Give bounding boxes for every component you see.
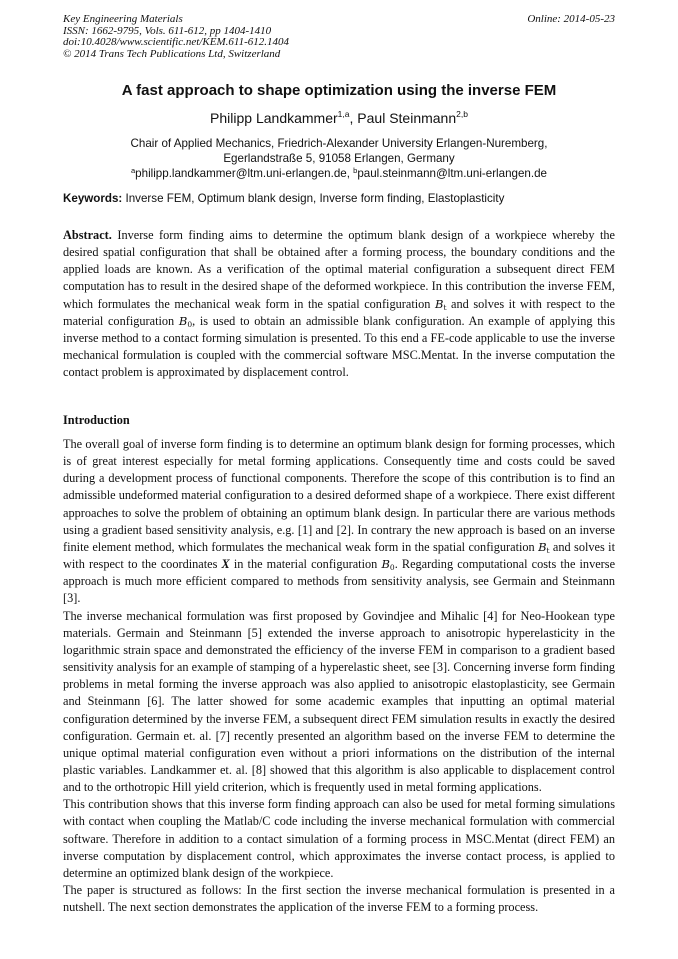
keywords-label: Keywords: — [63, 192, 123, 205]
journal-name: Key Engineering Materials — [63, 13, 183, 25]
author-list: Philipp Landkammer$^{1,a}$, Paul Steinmann$^{2,b}$ — [210, 109, 468, 126]
abstract — [63, 227, 615, 381]
math-symbol: Bt — [538, 539, 550, 555]
math-symbol: B0 — [381, 557, 395, 573]
abstract-text: and solves it with respect to the material configuration — [63, 296, 615, 328]
math-symbol: B0 — [178, 313, 193, 329]
paper-title: A fast approach to shape optimization using the inverse FEM — [121, 82, 557, 99]
journal-doi[interactable]: doi:10.4028/www.scientific.net/KEM.611-612.1404 — [63, 36, 289, 49]
author-name: Paul Steinmann — [357, 110, 457, 126]
email-link[interactable]: paul.steinmann@ltm.uni-erlangen.de — [357, 167, 547, 180]
abstract-label: Abstract. — [63, 228, 112, 242]
keywords — [63, 191, 619, 206]
math-symbol: X — [221, 557, 230, 572]
paragraph: The overall goal of inverse form finding is to determine an optimum blank design for forming processes, which is of great interest especially for metal forming applications. Consequently time and costs could be saved during a development process of functional components. Therefore the scope of this contribution is to find an admissible undeformed material configuration to a desired deformed shape of a workpiece. There exist different approaches to solve the problem of obtaining an optimum blank design. In particular there are various methods using a gradient based sensitivity analysis, e.g. [1] and [2]. In contrary the new approach is based on an inverse finite element method, which formulates the mechanical weak form in the spatial configuration Bt and solves it with respect to the coordinates X in the material configuration B0. Regarding computational costs the inverse approach is much more efficient compared to methods from sensitivity analysis, see Germain and Steinmann [3]. — [63, 437, 616, 606]
abstract-text: Inverse form finding aims to determine the optimum blank design of a workpiece whereby the desired spatial configuration that shall be obtained after a forming process, the boundary conditions and the applied loads are known. As a verification of the optimal material configuration a subsequent direct FEM computation has to result in the desired shape of the deformed workpiece. In this contribution the inverse FEM, which formulates the mechanical weak form in the spatial configuration — [63, 228, 615, 311]
math-symbol: Bt — [435, 296, 447, 312]
affiliation-line: Chair of Applied Mechanics, Friedrich-Alexander University Erlangen-Nuremberg, — [130, 137, 548, 150]
introduction-body — [63, 436, 615, 916]
author-superscript: 2,b — [456, 109, 468, 119]
affiliation-line: Egerlandstraße 5, 91058 Erlangen, Germany — [223, 152, 455, 165]
paragraph: This contribution shows that this inverse form finding approach can also be used for metal forming simulations with contact when coupling the Matlab/C code including the inverse mechanical formulation with commercial software. Therefore in addition to a contact simulation of a forming process in MSC.Mentat (direct FEM) an inverse computation by displacement control, which approximates the inverse contact process, is applied to determine an optimized blank design of the workpiece. — [63, 797, 615, 880]
email-link[interactable]: philipp.landkammer@ltm.uni-erlangen.de — [135, 167, 347, 180]
keywords-text: Inverse FEM, Optimum blank design, Inverse form finding, Elastoplasticity — [125, 192, 505, 205]
author-name: Philipp Landkammer — [210, 110, 338, 126]
paragraph: The paper is structured as follows: In the first section the inverse mechanical formulation is presented in a nutshell. The next section demonstrates the application of the inverse FEM to a forming process. — [63, 883, 615, 915]
journal-issn: ISSN: 1662-9795, Vols. 611-612, pp 1404-1410 — [63, 24, 272, 37]
paragraph: The inverse mechanical formulation was first proposed by Govindjee and Mihalic [4] for Neo-Hookean type materials. Germain and Steinmann [5] extended the inverse approach to anisotropic hyperelasticity in the logarithmic strain space and demonstrated the efficiency of the inverse FEM in comparison to a gradient based sensitivity analysis for an example of stamping of a hyperelastic sheet, see [3]. Concerning inverse form finding problems in metal forming the inverse approach was also applied to anisotropic elastoplasticity, see Germain and Steinmann [6]. The latter showed for some academic examples that inputting an optimal material configuration determined by the inverse FEM, a subsequent direct FEM simulation results in exactly the desired configuration. Germain et. al. [7] recently presented an algorithm based on the inverse FEM to determine the unique optimal material configuration even without a priori informations on the distribution of the internal plastic variables. Landkammer et. al. [8] showed that this algorithm is also applicable to displacement control and to the orthotropic Hill yield criterion, which is frequently used in metal forming applications. — [63, 608, 615, 795]
affiliation-block — [0, 136, 678, 181]
journal-header — [63, 14, 289, 60]
journal-copyright: © 2014 Trans Tech Publications Ltd, Switzerland — [63, 47, 281, 60]
author-superscript: 1,a — [337, 109, 350, 119]
email-line: $^a$philipp.landkammer@ltm.uni-erlangen.de, $^b$paul.steinmann@ltm.uni-erlangen.de — [131, 166, 547, 180]
email-marker: a — [131, 166, 136, 175]
section-heading: Introduction — [63, 413, 130, 427]
abstract-text: , is used to obtain an admissible blank configuration. An example of applying this inverse method to a contact forming simulation is presented. To this end a FE-code applicable to use the inverse mechanical formulation is coupled with the commercial software MSC.Mentat. In the inverse computation the contact problem is approximated by displacement control. — [63, 313, 615, 380]
online-date: Online: 2014-05-23 — [527, 13, 615, 25]
email-marker: b — [353, 166, 358, 175]
